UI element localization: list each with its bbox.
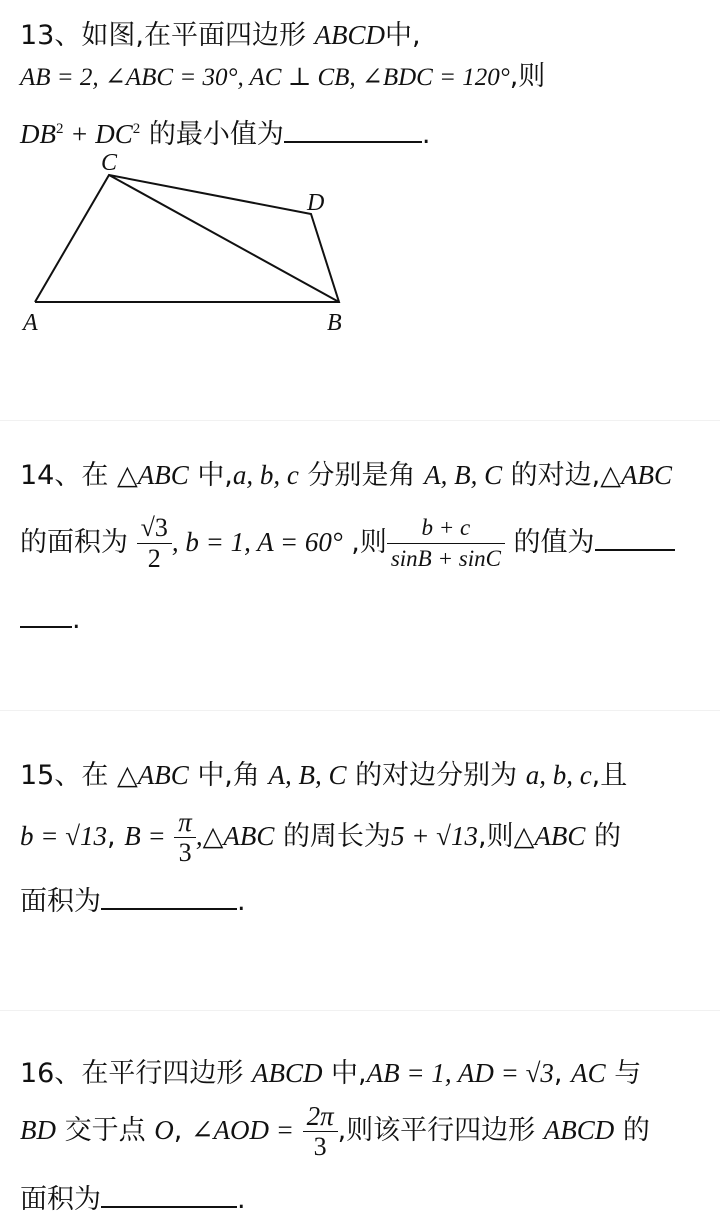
label-d: D (307, 190, 325, 216)
text: 的最小值为 (148, 119, 284, 150)
numerator: b + c (387, 513, 505, 544)
problem-number: 15、 (20, 760, 82, 791)
math: a, b, c (232, 460, 299, 490)
text: , (553, 1058, 563, 1089)
math-conditions: AB = 2, ∠ABC = 30°, AC ⊥ CB, ∠BDC = 120° (20, 64, 510, 91)
superscript: 2 (56, 121, 64, 137)
math: △ABC (600, 460, 673, 490)
math: AC (571, 1058, 606, 1088)
text: 的对边分别为 (355, 760, 518, 791)
text: 的 (593, 821, 621, 852)
text: 的面积为 (20, 527, 128, 558)
text: . (237, 1184, 246, 1215)
figure-outline (35, 175, 339, 302)
text: ,则 (509, 61, 546, 92)
text: 的周长为 (282, 821, 391, 852)
problem-14-line-1 (20, 458, 672, 493)
text: , (107, 821, 116, 852)
denominator: sinB + sinC (390, 546, 501, 571)
fraction-area (137, 513, 172, 574)
problem-13-line-1 (20, 18, 421, 53)
answer-blank-continued[interactable] (20, 600, 72, 628)
problem-16-line-1 (20, 1056, 641, 1091)
math: O (154, 1115, 174, 1145)
text: 在 (81, 760, 109, 791)
text: . (237, 886, 246, 917)
answer-blank[interactable] (101, 1180, 237, 1208)
math: △ABC (116, 760, 189, 790)
problem-number: 13、 (20, 20, 82, 51)
math: B = (124, 821, 166, 851)
math: b = √13 (20, 821, 108, 851)
answer-blank[interactable] (101, 882, 237, 910)
denominator: 3 (313, 1132, 327, 1161)
problem-number: 16、 (20, 1058, 82, 1089)
text: 中, (385, 20, 421, 51)
text: ,则 (477, 821, 514, 852)
text: ,则该平行四边形 (337, 1115, 536, 1146)
text: 的值为 (513, 527, 595, 558)
math: ,△ABC (195, 821, 275, 851)
text: . (421, 119, 431, 150)
problem-13-line-3 (20, 112, 430, 152)
text: 的对边, (510, 460, 601, 491)
math: ABCD (314, 20, 386, 50)
text: 与 (614, 1058, 642, 1089)
math: , b = 1, A = 60° (171, 527, 343, 557)
fraction-angle (303, 1101, 338, 1162)
numerator: √3 (137, 513, 172, 544)
numerator: π (174, 807, 196, 838)
problem-13 (0, 0, 720, 420)
math: △ABC (513, 821, 586, 851)
problem-13-line-2 (20, 60, 545, 95)
problem-16-line-3 (20, 1180, 246, 1217)
text: . (72, 604, 81, 635)
quadrilateral-figure (15, 148, 375, 348)
math: ∠AOD = (190, 1115, 294, 1145)
text: 如图,在平面四边形 (81, 20, 306, 51)
math: AB = 1, AD = √3 (366, 1058, 554, 1088)
divider (0, 710, 720, 711)
text: 面积为 (20, 1184, 101, 1215)
text: 在 (81, 460, 109, 491)
math: 5 + √13 (390, 821, 478, 851)
text: 中,角 (197, 760, 260, 791)
problem-number: 14、 (20, 460, 82, 491)
denominator: 3 (178, 838, 192, 867)
text: ,则 (351, 527, 387, 558)
math: A, B, C (424, 460, 503, 490)
divider (0, 1010, 720, 1011)
text: 中, (331, 1058, 367, 1089)
math: ABCD (543, 1115, 615, 1145)
fraction-ratio (387, 513, 505, 574)
problem-15-line-1 (20, 758, 627, 793)
label-a: A (23, 310, 38, 336)
text: ,且 (591, 760, 628, 791)
problem-16-line-2 (20, 1098, 650, 1163)
math: BD (20, 1115, 56, 1145)
divider (0, 420, 720, 421)
superscript: 2 (132, 121, 141, 137)
text: 交于点 (64, 1115, 146, 1146)
problem-14-line-2 (20, 510, 675, 575)
answer-blank[interactable] (595, 523, 675, 551)
math: + DC (63, 119, 133, 149)
label-c: C (101, 150, 118, 176)
text: 的 (622, 1115, 650, 1146)
text: 分别是角 (307, 460, 416, 491)
math: △ABC (116, 460, 189, 490)
problem-15-line-2 (20, 804, 621, 869)
problem-14-line-3 (20, 600, 81, 637)
math: a, b, c (525, 760, 592, 790)
text: 中, (197, 460, 233, 491)
math: ABCD (251, 1058, 323, 1088)
math: DB (20, 119, 56, 149)
diagonal-cb (109, 175, 339, 302)
text: 面积为 (20, 886, 101, 917)
math: A, B, C (268, 760, 347, 790)
label-b: B (327, 310, 342, 336)
denominator: 2 (147, 544, 161, 573)
numerator: 2π (303, 1101, 338, 1132)
text: 在平行四边形 (81, 1058, 244, 1089)
fraction-angle (174, 807, 196, 868)
answer-blank[interactable] (284, 115, 422, 143)
text: , (173, 1115, 183, 1146)
problem-15-line-3 (20, 882, 246, 919)
